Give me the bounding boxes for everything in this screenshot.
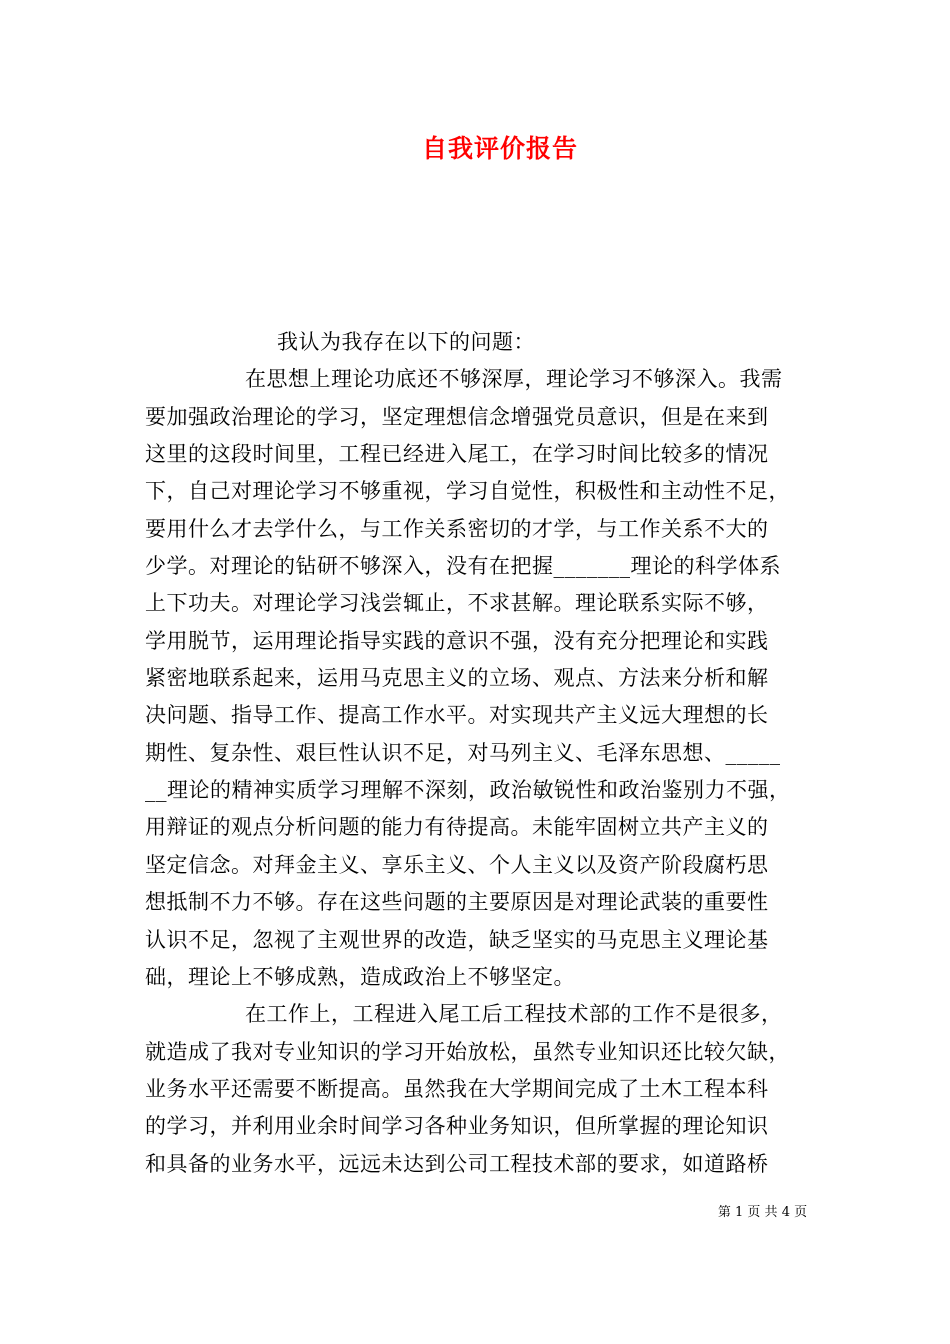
paragraph-line: 想抵制不力不够。存在这些问题的主要原因是对理论武装的重要性 <box>145 890 769 915</box>
paragraph-line: 要用什么才去学什么，与工作关系密切的才学，与工作关系不大的 <box>145 516 769 541</box>
paragraph-line: 少学。对理论的钻研不够深入，没有在把握_______理论的科学体系 <box>145 554 781 579</box>
paragraph-line: 在思想上理论功底还不够深厚，理论学习不够深入。我需 <box>245 367 783 392</box>
paragraph-line: 紧密地联系起来，运用马克思主义的立场、观点、方法来分析和解 <box>145 666 769 691</box>
document-body <box>145 324 825 1183</box>
paragraph-line: 认识不足，忽视了主观世界的改造，缺乏坚实的马克思主义理论基 <box>145 927 769 952</box>
paragraph-line: 决问题、指导工作、提高工作水平。对实现共产主义远大理想的长 <box>145 703 769 728</box>
paragraph-line: 要加强政治理论的学习，坚定理想信念增强党员意识，但是在来到 <box>145 404 769 429</box>
paragraph-line: 就造成了我对专业知识的学习开始放松，虽然专业知识还比较欠缺， <box>145 1039 790 1064</box>
paragraph-line: 我认为我存在以下的问题： <box>277 330 535 354</box>
paragraph-line: 这里的这段时间里，工程已经进入尾工，在学习时间比较多的情况 <box>145 442 769 467</box>
paragraph-line: 上下功夫。对理论学习浅尝辄止，不求甚解。理论联系实际不够， <box>145 591 769 616</box>
paragraph-line: 业务水平还需要不断提高。虽然我在大学期间完成了土木工程本科 <box>145 1076 769 1101</box>
paragraph-line: __理论的精神实质学习理解不深刻，政治敏锐性和政治鉴别力不强， <box>145 778 791 803</box>
paragraph-line: 下，自己对理论学习不够重视，学习自觉性，积极性和主动性不足， <box>145 479 790 504</box>
paragraph-line: 学用脱节，运用理论指导实践的意识不强，没有充分把理论和实践 <box>145 628 769 653</box>
paragraph-line: 坚定信念。对拜金主义、享乐主义、个人主义以及资产阶段腐朽思 <box>145 852 769 877</box>
paragraph-line: 的学习，并利用业余时间学习各种业务知识，但所掌握的理论知识 <box>145 1114 769 1139</box>
paragraph-line: 用辩证的观点分析问题的能力有待提高。未能牢固树立共产主义的 <box>145 815 769 840</box>
paragraph-line: 和具备的业务水平，远远未达到公司工程技术部的要求，如道路桥 <box>145 1151 769 1176</box>
document-title: 自我评价报告 <box>421 134 578 163</box>
page-number: 第 1 页 共 4 页 <box>717 1205 808 1220</box>
paragraph-line: 在工作上，工程进入尾工后工程技术部的工作不是很多， <box>245 1002 783 1027</box>
paragraph-line: 期性、复杂性、艰巨性认识不足，对马列主义、毛泽东思想、_____ <box>145 740 781 765</box>
paragraph-line: 础，理论上不够成熟，造成政治上不够坚定。 <box>145 964 575 989</box>
